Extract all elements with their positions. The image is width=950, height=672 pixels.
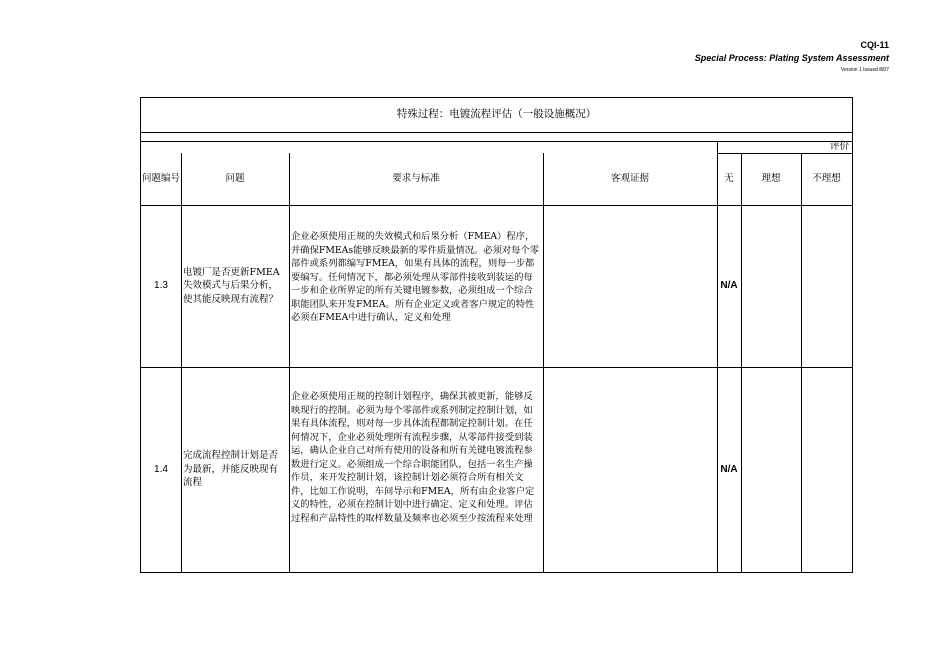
column-header-number: 问题编号 bbox=[141, 173, 180, 185]
evidence-cell[interactable] bbox=[543, 205, 717, 367]
column-header-evidence: 客观证据 bbox=[610, 173, 649, 185]
rating-na: N/A bbox=[720, 463, 738, 475]
assessment-table bbox=[140, 97, 853, 573]
rating-group-header: 评价 bbox=[829, 141, 849, 153]
requirement-text: 企业必须使用正规的失效模式和后果分析（FMEA）程序，并确保FMEAs能够反映最新的零件质量情况。必须对每个零部件或系列都编写FMEA，如果有具体的流程，则每一步都要编写。任何情况下，都必须处理从零部件接收到装运的每一步和企业所界定的所有关键电镀参数，必须组成一个综合职能团队来开发FMEA。所有企业定义或者客户规定的特性必须在FMEA中进行确认，定义和处理 bbox=[291, 231, 540, 323]
rating-na: N/A bbox=[720, 280, 738, 292]
column-header-question: 问题 bbox=[225, 173, 245, 185]
column-header-none: 无 bbox=[724, 173, 734, 185]
question-text: 完成流程控制计划是否为最新，并能反映现有流程 bbox=[183, 450, 279, 489]
evidence-cell[interactable] bbox=[543, 367, 717, 572]
question-text: 电镀厂是否更新FMEA失效模式与后果分析，使其能反映现有流程？ bbox=[183, 266, 280, 305]
column-header-ideal: 理想 bbox=[761, 173, 781, 185]
question-number: 1.3 bbox=[154, 280, 168, 292]
column-header-requirements: 要求与标准 bbox=[392, 173, 440, 185]
document-version: Version 1 Issued 8/07 bbox=[840, 67, 889, 73]
question-number: 1.4 bbox=[154, 463, 168, 475]
document-title: Special Process: Plating System Assessment bbox=[694, 53, 889, 63]
column-header-not-ideal: 不理想 bbox=[812, 173, 841, 185]
document-code: CQI-11 bbox=[860, 40, 889, 50]
requirement-text: 企业必须使用正规的控制计划程序，确保其被更新，能够反映现行的控制。必须为每个零部件或系列制定控制计划，如果有具体流程，则对每一步具体流程都制定控制计划。在任何情况下，企业必须处理所有流程步骤，从零部件接受到装运，确认企业自己对所有使用的设备和所有关键电镀流程参数进行定义。必须组成一个综合职能团队，包括一名生产操作员，来开发控制计划，该控制计划必须符合所有相关文件，比如工作说明，车间导示和FMEA，所有由企业客户定义的特性，必须在控制计划中进行确定、定义和处理。评估过程和产品特性的取样数量及频率也必须至少按流程来处理 bbox=[291, 391, 535, 524]
table-title: 特殊过程：电镀流程评估（一般设施概况） bbox=[396, 108, 597, 121]
